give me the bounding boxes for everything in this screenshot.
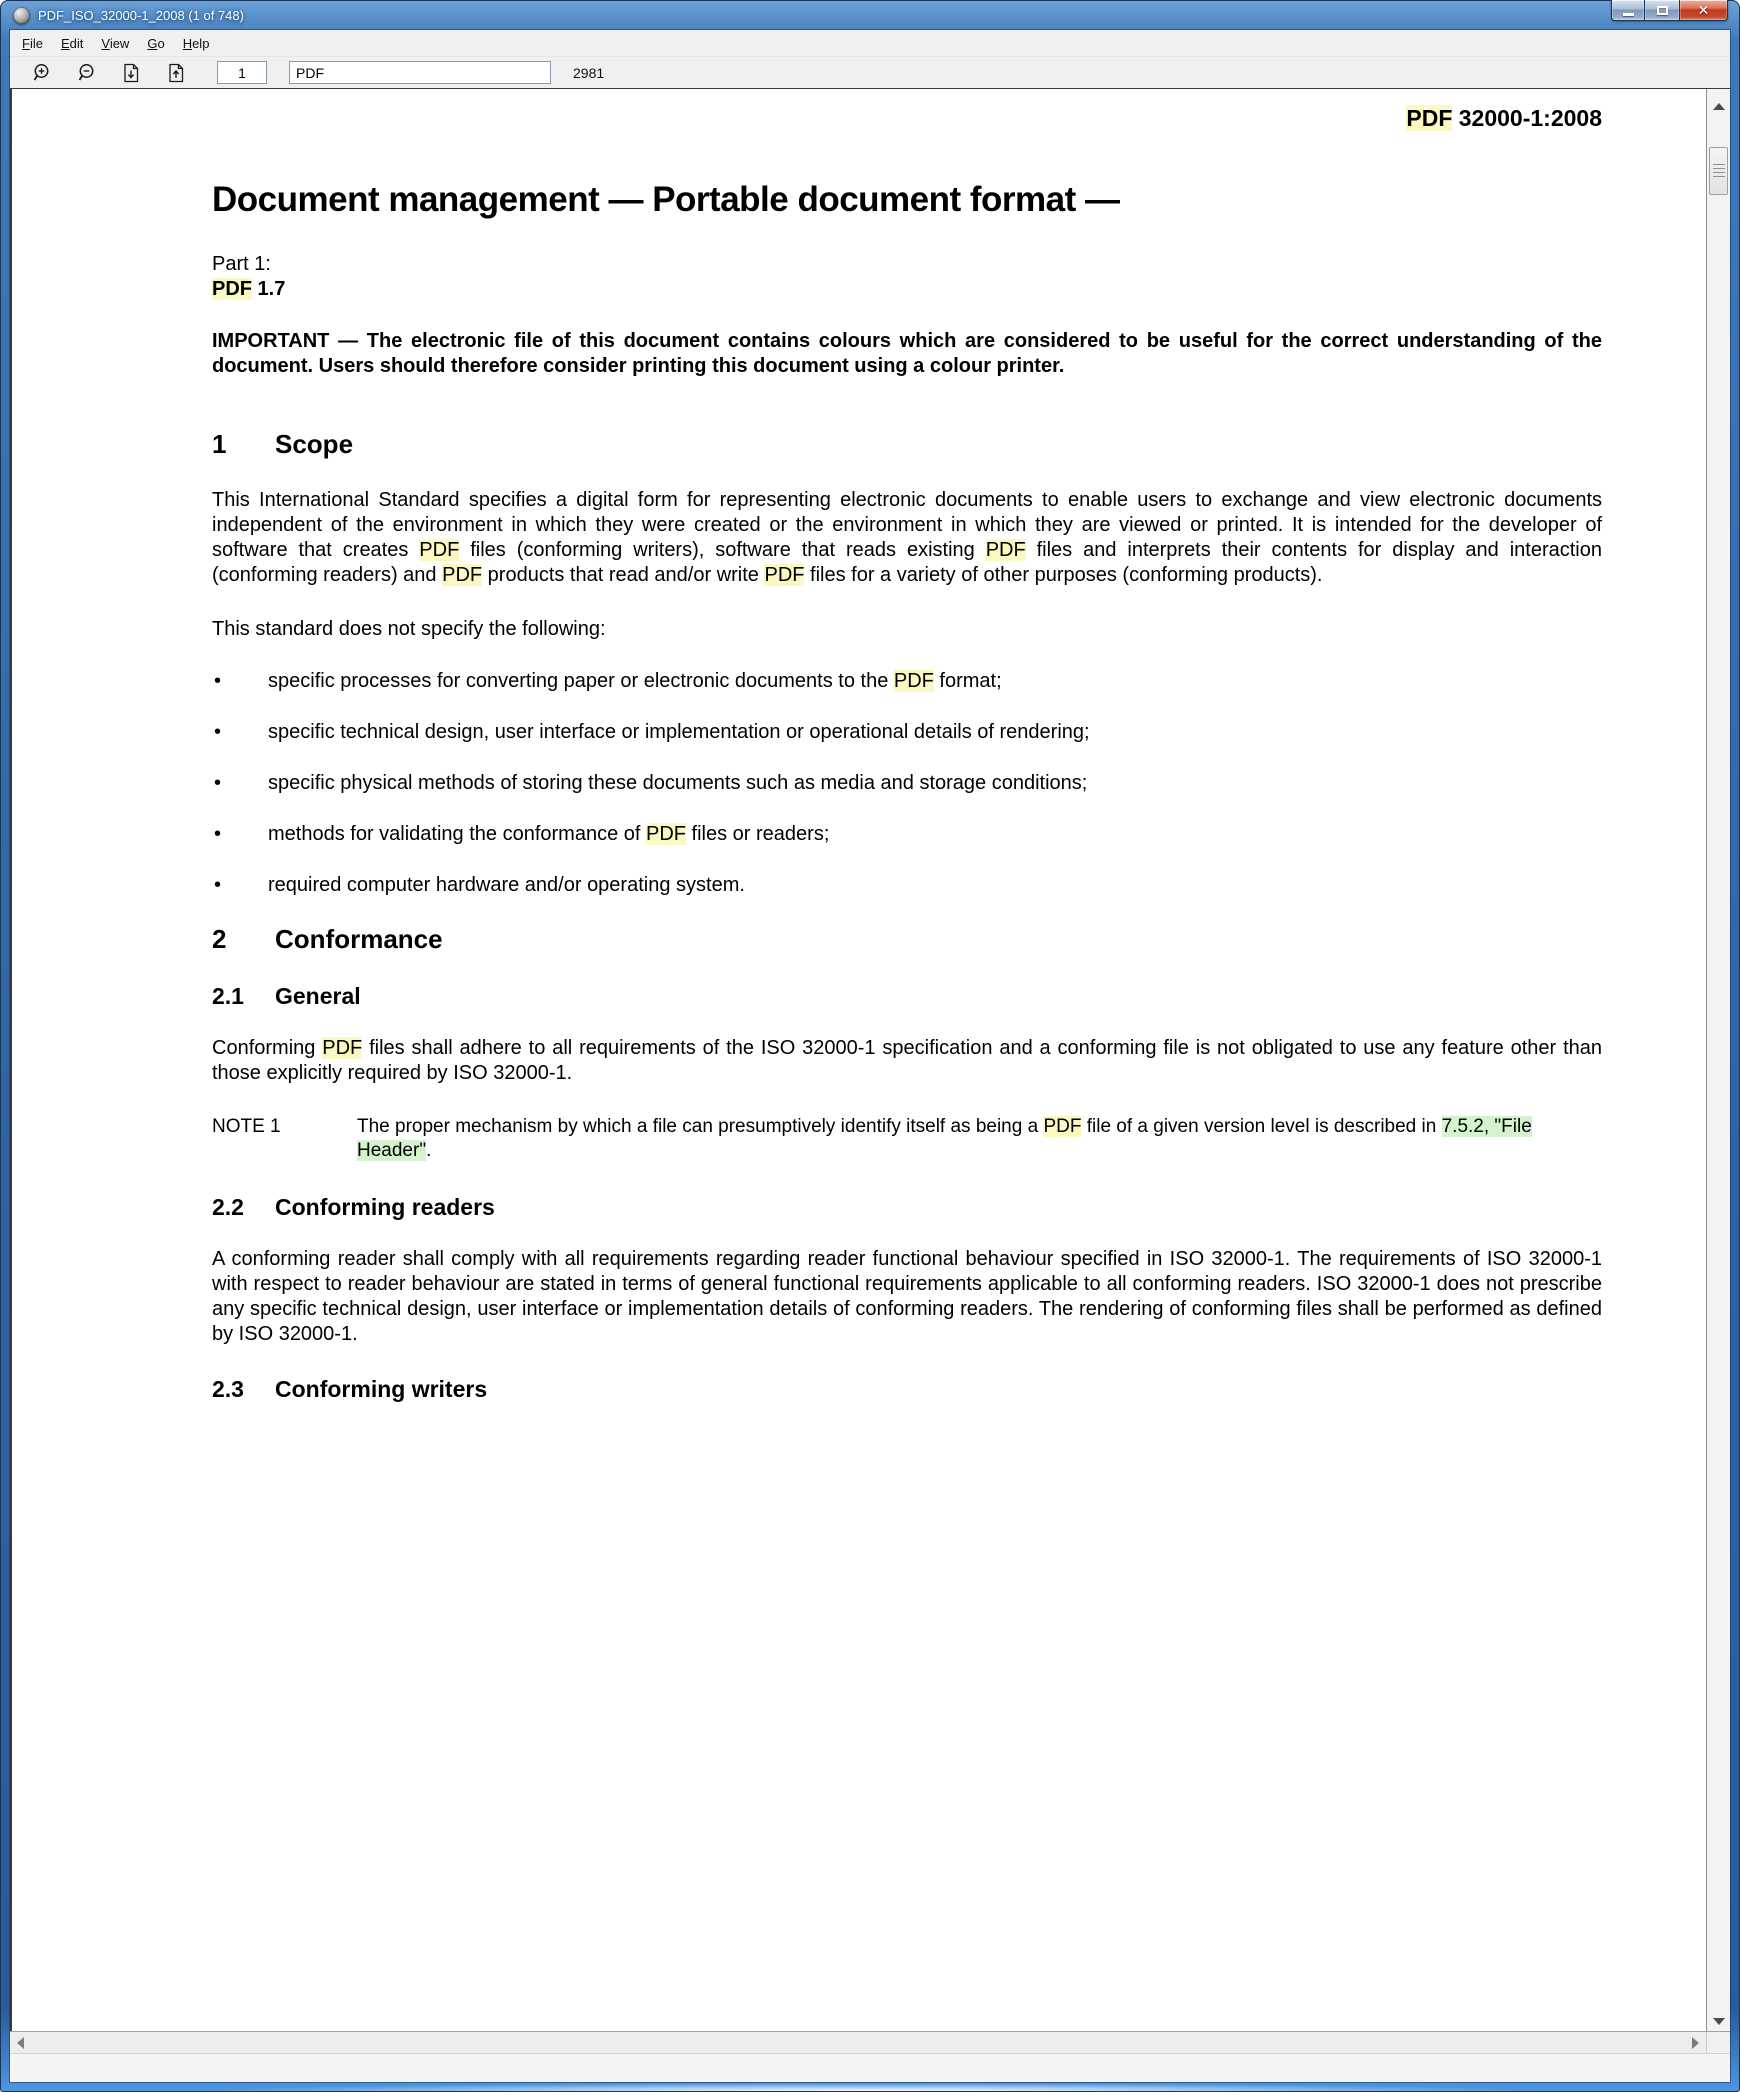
window-controls	[1611, 0, 1728, 21]
heading-general	[212, 983, 1602, 1010]
scroll-right-button[interactable]	[1692, 2032, 1699, 2053]
minimize-icon	[1623, 13, 1634, 16]
menu-edit[interactable]: Edit	[60, 35, 84, 51]
search-highlight: PDF	[212, 278, 252, 300]
note-text: The proper mechanism by which a file can presumptively identify itself as being a PDF file of a given version level is described in 7.5.2, "File Header".	[357, 1116, 1532, 1161]
bullet-icon: •	[214, 823, 222, 845]
arrow-down-icon	[1713, 2018, 1725, 2025]
list-item-text: specific technical design, user interface or implementation or operational details of rendering;	[268, 721, 1090, 743]
search-match-count: 2981	[573, 64, 605, 81]
scrollbar-corner	[1706, 2032, 1730, 2053]
zoom-in-button[interactable]	[24, 60, 58, 86]
search-highlight: PDF	[1406, 105, 1453, 131]
status-bar	[10, 2053, 1730, 2082]
search-highlight: PDF	[764, 564, 805, 586]
arrow-right-icon	[1692, 2037, 1699, 2049]
zoom-out-button[interactable]	[69, 60, 103, 86]
arrow-left-icon	[17, 2037, 24, 2049]
close-icon: ✕	[1697, 2, 1710, 18]
page-down-button[interactable]	[114, 60, 148, 86]
search-input[interactable]	[289, 61, 551, 84]
page-number-input[interactable]	[217, 61, 267, 84]
scope-paragraph: This International Standard specifies a digital form for representing electronic documents to enable users to exchange and view electronic documents independent of the environment in which they were created or the environment in which they are viewed or printed. It is intended for the developer of software that creates PDF files (conforming writers), software that reads existing PDF files and interprets their contents for display and interaction (conforming readers) and PDF products that read and/or write PDF files for a variety of other purposes (conforming products).	[212, 489, 1602, 586]
list-item-text: methods for validating the conformance of PDF files or readers;	[268, 823, 830, 845]
client-area	[10, 30, 1730, 2082]
title-bar[interactable]	[0, 0, 1740, 30]
toolbar	[10, 56, 1730, 88]
search-highlight: PDF	[322, 1037, 363, 1059]
doc-part-label: Part 1:	[212, 253, 271, 275]
readers-paragraph: A conforming reader shall comply with all requirements regarding reader functional behaviour specified in ISO 32000-1. The requirements of ISO 32000-1 with respect to reader behaviour are stated in terms of general functional requirements applicable to all conforming readers. ISO 32000-1 does not prescribe any specific technical design, user interface or implementation details of conforming readers. The rendering of conforming files shall be performed as defined by ISO 32000-1.	[212, 1248, 1602, 1345]
list-item	[212, 822, 1602, 847]
heading-conformance	[212, 924, 1602, 955]
search-highlight: PDF	[1043, 1116, 1082, 1137]
search-highlight: PDF	[419, 539, 460, 561]
heading-number: 2	[212, 924, 227, 954]
heading-conforming-readers	[212, 1194, 1602, 1221]
scope-intro: This standard does not specify the following:	[212, 618, 606, 640]
list-item-text: required computer hardware and/or operating system.	[268, 874, 745, 896]
bullet-icon: •	[214, 721, 222, 743]
page-up-button[interactable]	[159, 60, 193, 86]
note-label: NOTE 1	[212, 1116, 281, 1137]
doc-header-standard-number: PDF 32000-1:2008	[1406, 105, 1602, 131]
list-item	[212, 771, 1602, 796]
menu-go[interactable]: Go	[147, 35, 165, 51]
general-paragraph: Conforming PDF files shall adhere to all requirements of the ISO 32000-1 specification and a conforming file is not obligated to use any feature other than those explicitly required by ISO 32000-1.	[212, 1037, 1603, 1084]
list-item	[212, 669, 1602, 694]
document-view	[10, 88, 1730, 2031]
heading-number: 1	[212, 429, 227, 459]
menu-file[interactable]: File	[22, 35, 43, 51]
menu-help[interactable]: Help	[182, 35, 210, 51]
heading-conforming-writers	[212, 1376, 1602, 1403]
doc-important-notice: IMPORTANT — The electronic file of this document contains colours which are considered to be useful for the correct understanding of the document. Users should therefore consider printing this document using a colour printer.	[212, 330, 1602, 377]
search-highlight: PDF	[893, 670, 934, 692]
heading-number: 2.1	[212, 983, 244, 1009]
list-item	[212, 720, 1602, 745]
zoom-out-icon	[75, 62, 97, 84]
page-down-icon	[120, 62, 142, 84]
horizontal-scrollbar-track[interactable]	[10, 2032, 1706, 2053]
scroll-up-button[interactable]	[1707, 103, 1730, 110]
doc-title: Document management — Portable document format —	[212, 180, 1120, 219]
search-highlight: PDF	[442, 564, 483, 586]
list-item	[212, 873, 1602, 898]
page-up-icon	[165, 62, 187, 84]
vertical-scrollbar[interactable]	[1706, 89, 1730, 2031]
minimize-button[interactable]	[1611, 0, 1645, 21]
app-icon	[13, 7, 30, 24]
zoom-in-icon	[30, 62, 52, 84]
heading-scope	[212, 429, 1602, 460]
bullet-icon: •	[214, 874, 222, 896]
pdf-page	[10, 89, 1706, 2031]
maximize-button[interactable]	[1645, 0, 1679, 21]
scroll-left-button[interactable]	[17, 2032, 24, 2053]
note-1	[212, 1115, 1602, 1163]
link-highlight: 7.5.2, "File Header"	[357, 1116, 1532, 1161]
menu-bar	[10, 30, 1730, 56]
heading-number: 2.2	[212, 1194, 244, 1220]
bullet-icon: •	[214, 772, 222, 794]
heading-label: Scope	[275, 429, 354, 459]
heading-label: Conforming readers	[275, 1194, 495, 1220]
search-highlight: PDF	[985, 539, 1026, 561]
scroll-down-button[interactable]	[1707, 2018, 1730, 2025]
heading-label: Conformance	[275, 924, 443, 954]
horizontal-scrollbar[interactable]	[10, 2031, 1730, 2053]
window-title: PDF_ISO_32000-1_2008 (1 of 748)	[38, 7, 244, 23]
maximize-icon	[1657, 6, 1668, 15]
search-highlight: PDF	[646, 823, 686, 845]
bullet-icon: •	[214, 670, 222, 692]
heading-label: Conforming writers	[275, 1376, 488, 1402]
list-item-text: specific physical methods of storing these documents such as media and storage conditions;	[268, 772, 1088, 794]
heading-number: 2.3	[212, 1376, 244, 1402]
heading-label: General	[275, 983, 361, 1009]
list-item-text: specific processes for converting paper or electronic documents to the PDF format;	[268, 670, 1002, 692]
menu-view[interactable]: View	[101, 35, 130, 51]
arrow-up-icon	[1713, 103, 1725, 110]
vertical-scrollbar-thumb[interactable]	[1709, 147, 1728, 195]
scrollbar-grip-icon	[1713, 164, 1725, 178]
doc-part-version: PDF 1.7	[212, 278, 286, 300]
close-button[interactable]	[1679, 0, 1728, 21]
